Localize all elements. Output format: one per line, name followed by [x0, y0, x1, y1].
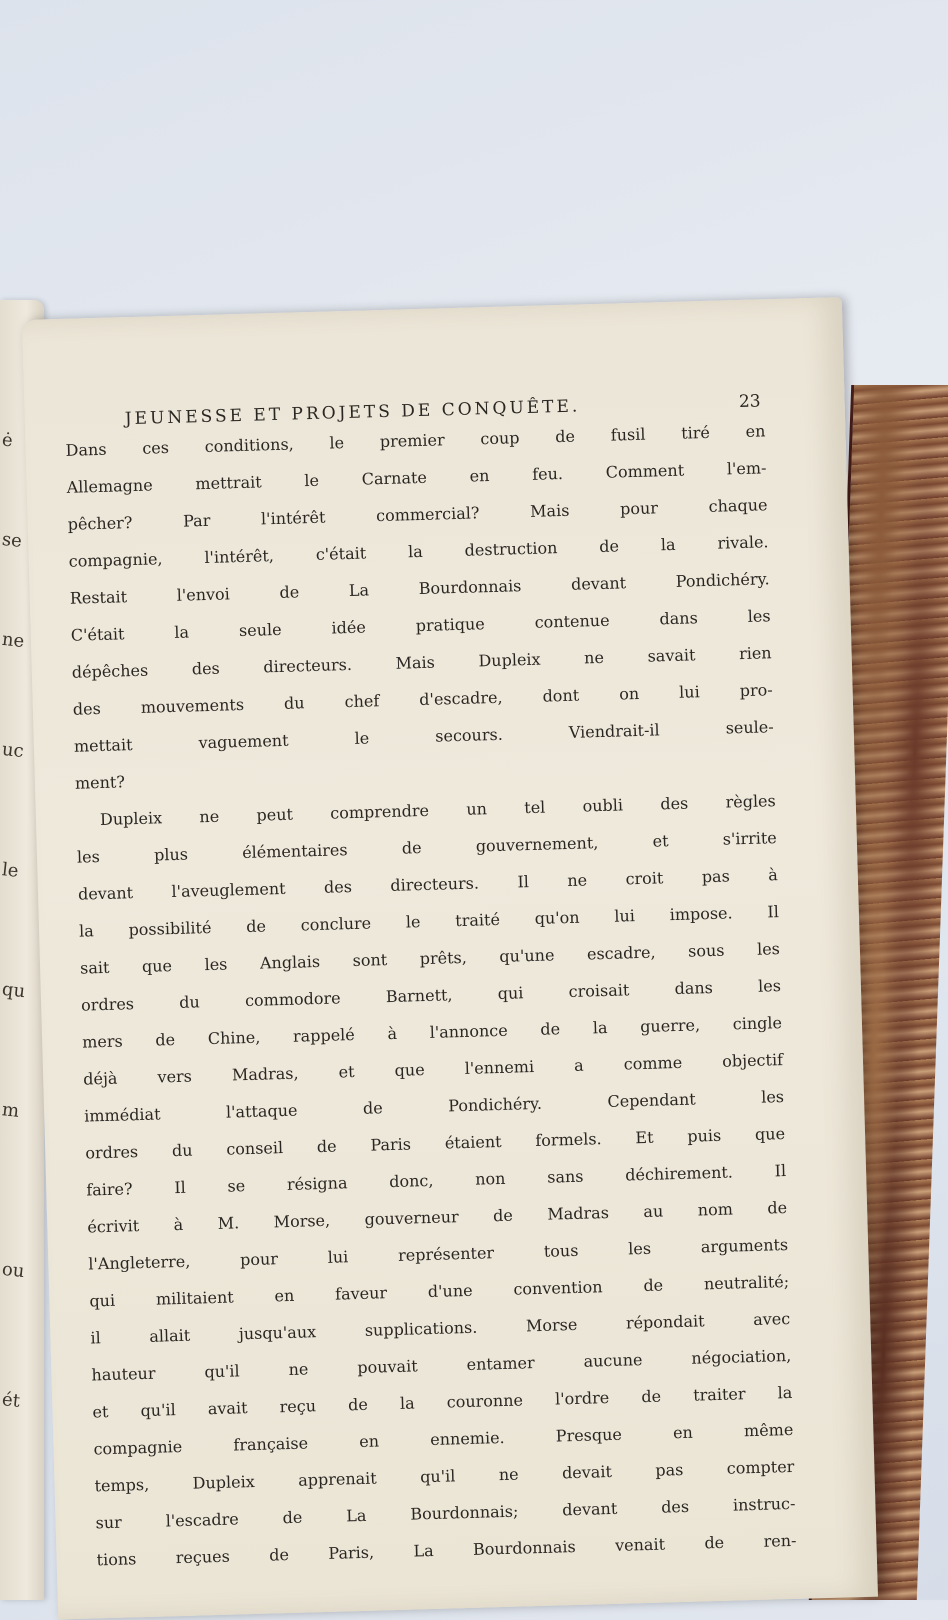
left-page-fragment: m	[0, 1099, 21, 1122]
text-line: sait que les Anglais sont prêts, qu'une escadre, sous les	[79, 939, 781, 978]
text-line: Allemagne mettrait le Carnate en feu. Comment l'em-	[66, 458, 767, 497]
left-page-fragment: ne	[0, 628, 26, 653]
text-line: et qu'il avait reçu de la couronne l'ordre de traiter la	[92, 1382, 793, 1422]
left-page-fragment: ét	[0, 1389, 21, 1412]
text-line: compagnie, l'intérêt, c'était la destruction de la rivale.	[68, 532, 769, 571]
running-head-title: JEUNESSE ET PROJETS DE CONQUÊTE.	[124, 396, 581, 430]
text-line: pêcher? Par l'intérêt commercial? Mais pour chaque	[67, 495, 768, 534]
text-line: des mouvements du chef d'escadre, dont on lui pro-	[72, 680, 773, 719]
book-page	[22, 297, 878, 1619]
text-line: écrivit à M. Morse, gouverneur de Madras au nom de	[87, 1197, 788, 1237]
text-line: temps, Dupleix apprenait qu'il ne devait pas compter	[94, 1456, 795, 1496]
left-page-fragment: qu	[0, 978, 27, 1003]
text-line: mers de Chine, rappelé à l'annonce de la guerre, cingle	[81, 1013, 783, 1052]
text-line: devant l'aveuglement des directeurs. Il ne croit pas à	[77, 865, 779, 904]
text-line: C'était la seule idée pratique contenue dans les	[70, 606, 771, 645]
left-page-fragment: se	[0, 529, 23, 552]
page-number: 23	[738, 391, 761, 413]
text-line: Dupleix ne peut comprendre un tel oubli des règles	[99, 791, 776, 830]
page-content	[65, 391, 798, 1587]
text-line: l'Angleterre, pour lui représenter tous les arguments	[88, 1234, 789, 1274]
text-line: qui militaient en faveur d'une convention de neutralité;	[89, 1271, 790, 1311]
text-line: dépêches des directeurs. Mais Dupleix ne savait rien	[71, 643, 772, 682]
text-line: tions reçues de Paris, La Bourdonnais venait de ren-	[96, 1530, 797, 1570]
text-line: compagnie française en ennemie. Presque en même	[93, 1419, 794, 1459]
text-line: Dans ces conditions, le premier coup de fusil tiré en	[65, 421, 766, 460]
text-line: ordres du conseil de Paris étaient formels. Et puis que	[85, 1124, 786, 1163]
text-line: faire? Il se résigna donc, non sans déchirement. Il	[86, 1161, 787, 1200]
left-page-fragment: le	[0, 859, 20, 882]
body-text	[65, 421, 797, 1587]
paragraph-2	[76, 791, 797, 1587]
text-line: ordres du commodore Barnett, qui croisait dans les	[80, 976, 782, 1015]
text-line: Restait l'envoi de La Bourdonnais devant Pondichéry.	[69, 569, 770, 608]
text-line: immédiat l'attaque de Pondichéry. Cependant les	[83, 1087, 785, 1126]
paragraph-1	[65, 421, 775, 810]
text-line: les plus élémentaires de gouvernement, et s'irrite	[76, 828, 778, 867]
left-page-fragment: ou	[0, 1258, 26, 1283]
left-page-fragment: ė	[0, 429, 14, 452]
left-page-fragment: uc	[0, 738, 25, 763]
text-line: il allait jusqu'aux supplications. Morse répondait avec	[90, 1308, 791, 1348]
text-line: sur l'escadre de La Bourdonnais; devant des instruc-	[95, 1493, 796, 1533]
text-line: ment?	[74, 772, 126, 793]
text-line: hauteur qu'il ne pouvait entamer aucune négociation,	[91, 1345, 792, 1385]
text-line: mettait vaguement le secours. Viendrait-il seule-	[73, 717, 774, 756]
text-line: déjà vers Madras, et que l'ennemi a comme objectif	[82, 1050, 784, 1089]
text-line: la possibilité de conclure le traité qu'on lui impose. Il	[78, 902, 780, 941]
